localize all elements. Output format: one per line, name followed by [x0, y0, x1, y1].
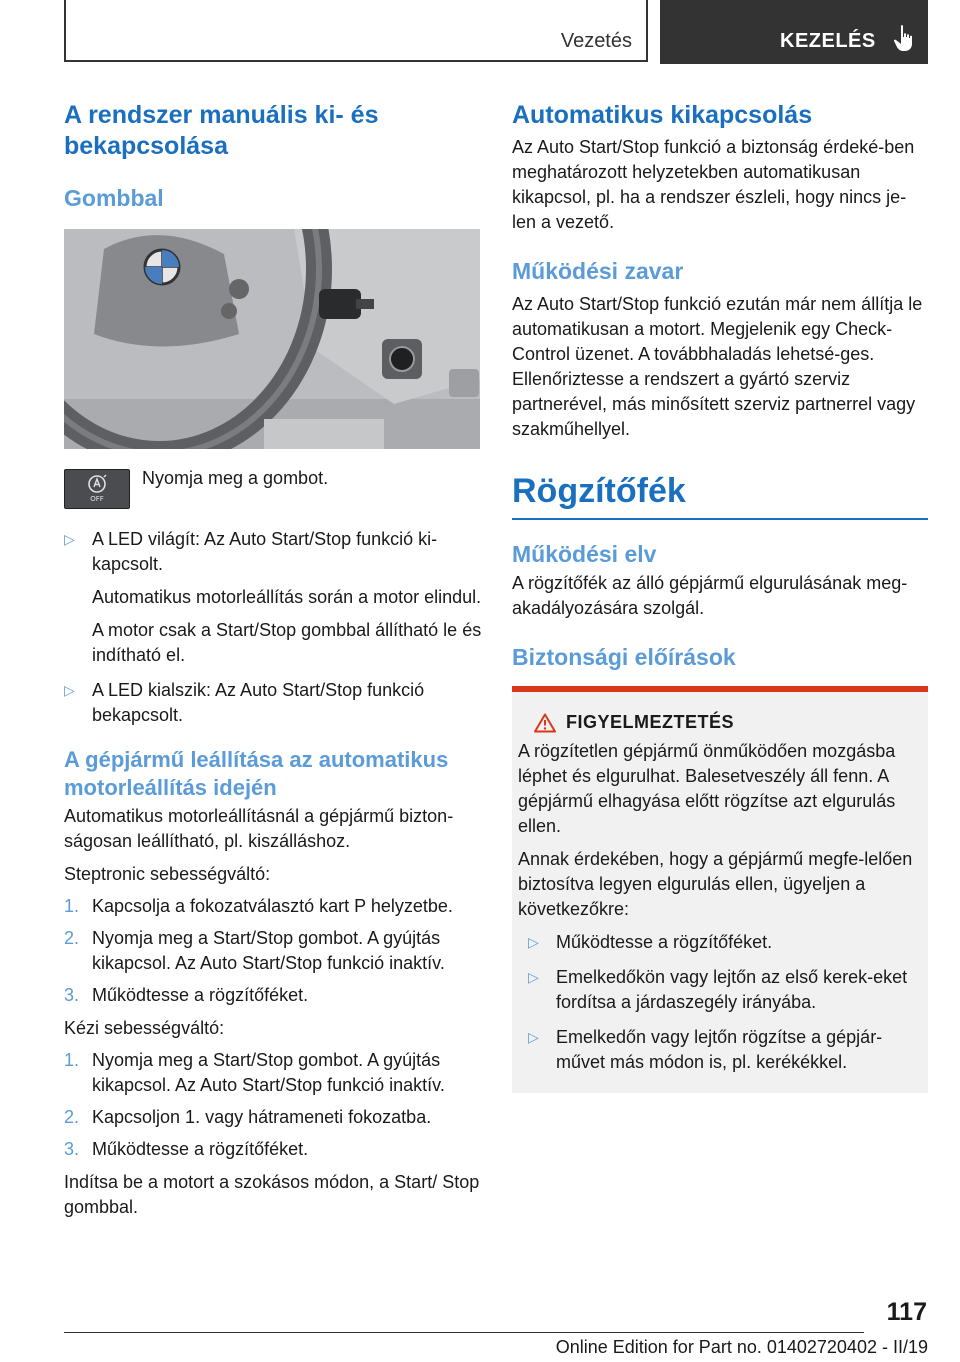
list-item: 3. Működtesse a rögzítőféket.: [64, 985, 309, 1005]
warning-text: A rögzítetlen gépjármű önműködően mozgásba léphet és elgurulhat. Balesetveszély áll fenn. A gépjármű elhagyása előtt rögzítse azt elgurulás ellen.: [518, 741, 896, 836]
steptronic-steps: [64, 894, 482, 1008]
list-item: ▷ Emelkedőkön vagy lejtőn az első kerek-eket fordítsa a járdaszegély irányába.: [528, 965, 922, 1015]
page-number: 117: [886, 1298, 927, 1326]
triangle-bullet-icon: ▷: [64, 531, 75, 547]
paragraph: Steptronic sebességváltó:: [64, 864, 271, 884]
paragraph: Az Auto Start/Stop funkció a biztonság érdeké-ben meghatározott helyzetekben automatikusan kikapcsol, pl. ha a rendszer észleli, hogy nincs je-len a vezető.: [512, 137, 915, 232]
warning-triangle-icon: [534, 713, 556, 733]
manual-steps: [64, 1048, 482, 1162]
section-tab: [64, 0, 648, 62]
warning-header: [534, 712, 922, 733]
right-column: [512, 100, 928, 1093]
section-title: Automatikus kikapcsolás: [512, 101, 813, 129]
chapter-title: Rögzítőfék: [512, 472, 686, 510]
bullet-text: Automatikus motorleállítás során a motor elindul.: [92, 587, 482, 607]
paragraph: Az Auto Start/Stop funkció ezután már nem állítja le automatikusan a motort. Megjelenik egy Check-Control üzenet. A továbbhaladás lehetsé-ges. Ellenőriztesse a rendszert a gyártó szerviz partnerével, más minősített szerviz partnerrel vagy szakműhellyel.: [512, 294, 923, 439]
warning-title: FIGYELMEZTETÉS: [566, 712, 735, 732]
bullet-text: A motor csak a Start/Stop gombbal állítható le és indítható el.: [92, 620, 482, 665]
chapter-divider: [512, 518, 928, 520]
chapter-label: KEZELÉS: [780, 30, 876, 52]
list-item: ▷ Működtesse a rögzítőféket.: [528, 930, 922, 955]
list-item: 2. Nyomja meg a Start/Stop gombot. A gyújtás kikapcsol. Az Auto Start/Stop funkció inaktív.: [64, 928, 445, 973]
footer-divider: [64, 1332, 864, 1333]
page-header: [64, 0, 928, 64]
bullet-text: A LED világít: Az Auto Start/Stop funkció ki-kapcsolt.: [92, 529, 438, 574]
section-title: A rendszer manuális ki- és bekapcsolása: [64, 101, 379, 160]
warning-text: Annak érdekében, hogy a gépjármű megfe-lelően biztosítva legyen elgurulás ellen, ügyeljen a következőkre:: [518, 849, 913, 919]
list-item: ▷ Emelkedőn vagy lejtőn rögzítse a gépjár-művet más módon is, pl. kerékékkel.: [528, 1025, 922, 1075]
list-item: 1. Kapcsolja a fokozatválasztó kart P helyzetbe.: [64, 896, 453, 916]
list-item: [64, 678, 482, 728]
pointing-hand-icon: [892, 24, 918, 52]
subsection-title: Gombbal: [64, 185, 164, 211]
led-bullets: [64, 527, 482, 728]
chapter-tab: [660, 0, 928, 64]
press-instruction: Nyomja meg a gombot.: [142, 468, 329, 488]
subsection-title: Működési zavar: [512, 258, 684, 284]
warning-box: [512, 686, 928, 1093]
left-column: [64, 100, 482, 1220]
subsection-title: Biztonsági előírások: [512, 644, 736, 670]
triangle-bullet-icon: ▷: [528, 1029, 539, 1045]
footer-edition: Online Edition for Part no. 01402720402 - II/19: [555, 1337, 928, 1357]
subsection-title: Működési elv: [512, 541, 657, 567]
paragraph: Indítsa be a motort a szokásos módon, a Start/ Stop gombbal.: [64, 1172, 480, 1217]
list-item: 3. Működtesse a rögzítőféket.: [64, 1139, 309, 1159]
steering-wheel-photo: [64, 229, 480, 449]
paragraph: Automatikus motorleállításnál a gépjármű bizton-ságosan leállítható, pl. kiszálláshoz.: [64, 806, 454, 851]
button-row: [64, 469, 482, 509]
section-label: Vezetés: [560, 30, 632, 52]
dashboard-illustration: [64, 229, 480, 449]
triangle-bullet-icon: ▷: [528, 934, 539, 950]
triangle-bullet-icon: ▷: [64, 682, 75, 698]
auto-start-stop-button: [64, 469, 130, 509]
paragraph: A rögzítőfék az álló gépjármű elgurulásának meg-akadályozására szolgál.: [512, 573, 908, 618]
auto-off-icon: [83, 473, 111, 503]
warning-bullets: [518, 930, 922, 1075]
paragraph: Kézi sebességváltó:: [64, 1018, 225, 1038]
subsection-title: A gépjármű leállítása az automatikus motorleállítás idején: [64, 747, 449, 800]
svg-text:OFF: OFF: [90, 495, 104, 503]
triangle-bullet-icon: ▷: [528, 969, 539, 985]
list-item: [64, 527, 482, 668]
list-item: 2. Kapcsoljon 1. vagy hátrameneti fokozatba.: [64, 1107, 432, 1127]
list-item: 1. Nyomja meg a Start/Stop gombot. A gyújtás kikapcsol. Az Auto Start/Stop funkció inaktív.: [64, 1050, 445, 1095]
bullet-text: A LED kialszik: Az Auto Start/Stop funkció bekapcsolt.: [92, 680, 425, 725]
